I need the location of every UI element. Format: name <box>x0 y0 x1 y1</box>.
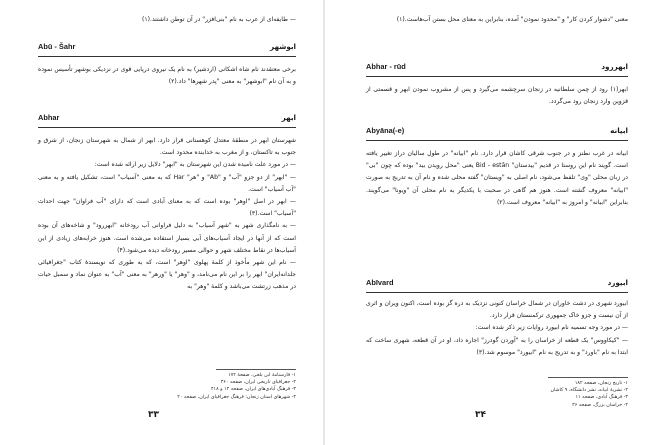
entry-body-abyana <box>366 148 628 209</box>
entry-paragraph: شهرستان ابهر در منطقهٔ معتدل کوهستانی قرار دارد. ابهر از شمال به شهرستان زنجان، از شرق و جنوب به تاکستان، و از مغرب به خدابنده محدود است. <box>38 137 296 157</box>
entry-persian-title: ابیانه <box>610 126 628 135</box>
entry-latin-title: Abhar <box>38 113 60 122</box>
entry-paragraph: — در مورد علت نامیده شدن این شهرستان به "ابهر" دلایل زیر ارائه شده است: <box>94 161 296 169</box>
entry-persian-title: ابهر <box>281 113 296 122</box>
entry-rule <box>38 56 296 57</box>
page-number: ۳۳ <box>148 410 159 420</box>
entry-paragraph: — "کیکاووس" یک قطعه از خراسان را به "آوردن گودرز" اجاره داد، او در آن قطعه، شهری ساخت که ابتدا به نام "باورد" و به تدریج به نام "ابیورد" موسوم شد.(۳) <box>366 336 628 356</box>
entry-heading-abivard <box>366 276 628 290</box>
entry-paragraph: — "ابهر" از دو جزو "آب" و "Ab" و "هر" Har که به معنی "آسیاب" است، تشکیل یافته و به معنی "آب آسیاب" است. <box>38 173 296 193</box>
entry-paragraph: ابیورد شهری در دشت خاوران در شمال خراسان کنونی نزدیک به دره گز بوده است، اکنون ویران و اثری از آن نیست و جزو خاک جمهوری ترکمنستان قرار دارد. <box>366 300 628 320</box>
entry-heading-abyana <box>366 124 628 138</box>
left-footnotes <box>38 372 296 401</box>
footnote: ۳- فرهنگ آبادی‌های ایران، صفحه ۱۲ و ۴۱۸ <box>210 387 296 393</box>
page-number: ۳۴ <box>475 410 486 420</box>
footnote: ۱- فارسنامهٔ ابن بلخی، صفحهٔ ۱۷۲ <box>228 373 296 378</box>
entry-rule <box>366 140 628 141</box>
entry-latin-title: Abyāna(-e) <box>366 126 405 135</box>
entry-persian-title: ابوشهر <box>270 42 296 51</box>
entry-heading-abharrud <box>366 60 628 74</box>
right-top-paragraph: معنی "دشوار کردن کار" و "محدود نمودن" آمده، بنابراین به معنای محل بستن آب‌هاست.(۱) <box>396 16 628 23</box>
entry-paragraph: — نام این شهر مأخوذ از کلمهٔ پهلوی "اوهر" است، که به طوری که نویسندهٔ کتاب "جغرافیائی جلدانه‌ایران" ابهر را بر این نام می‌نامد، و "وهر" یا "ورهر" به معنی "آب" به عنوان نماد و سمبل حیات در مذهب زرتشت می‌باشد و کلمهٔ "وهر" به <box>38 259 296 291</box>
left-top-line: — طایفه‌ای از عرب به نام "بنی‌افزر" در آن توطن داشتند.(۱) <box>141 16 296 23</box>
entry-heading-abushahr <box>38 40 296 54</box>
footnote: ۳- فرهنگ آبادی، صفحه ۱۱ <box>575 395 628 401</box>
entry-heading-abhar <box>38 111 296 125</box>
entry-body-abhar <box>38 135 296 294</box>
footnote: ۲- جغرافیای تاریخی ایران، صفحه ۳۶۰ <box>220 380 296 386</box>
entry-paragraph: — ابهر در اصل "اوهر" بوده است که به معنای آبادی است که دارای "آب فراوان" جهت احداث "آسیاب" است.(۳) <box>38 198 296 218</box>
entry-persian-title: ابیورد <box>607 278 628 287</box>
entry-body-abharrud <box>366 84 628 108</box>
entry-latin-title: Abhar - rūd <box>366 62 406 71</box>
entry-paragraph: — به نامگذاری شهر به "شهر آسیاب" به دلیل فراوانی آب رودخانه "ابهررود" و شاخه‌های آن بوده است که از آنها در ایجاد آسیاب‌های آبی بسیار استفاده می‌شده است. هنوز خرابه‌های زیادی از این آسیاب‌ها در نقاط مختلف شهر و حوالی مسیر رودخانه دیده می‌شود.(۴) <box>38 222 296 254</box>
entry-rule <box>38 127 296 128</box>
left-top-line-block <box>38 14 296 26</box>
entry-paragraph: ابیانه در غرب نطنز و در جنوب شرقی کاشان قرار دارد. نام "ابیانه" در طول سالیان دراز تغییر یافته است. گویند نام این روستا در قدیم "بیدستان" Bid - estān یعنی "محل رویدن بید" بوده که چون "بی" در زبان محلی "وی" تلفظ می‌شود، نام اصلی به "ویستان" گفته محلی شده و نام آن به تدریج به صورت "ابیانه" معروف گشته است. هنوز هم گاهی در صحبت با یکدیگر به نام محلی آن "ویونا" می‌گویند. بنابراین "ابیانه" و امروز به "ابیانه" معروف است.(۲) <box>366 150 628 206</box>
right-top-block <box>366 14 628 26</box>
entry-paragraph: برخی معتقدند نام شاه اشکانی (اردشیر) به نام یک نیروی دریایی قوی در نزدیکی بوشهر تأسیس نموده و به آن نام "ابوشهر" به معنی "پدر شهرها" داد.(۲) <box>38 66 296 86</box>
entry-rule <box>366 292 628 293</box>
footnote: ۲- نشریهٔ ابیانه، نشر دانشگاه، ۹ کاشان <box>550 388 628 394</box>
entry-paragraph: — در مورد وجه تسمیه نام ابیورد روایات زیر ذکر شده است: <box>475 324 628 332</box>
entry-body-abivard <box>366 298 628 359</box>
left-page <box>0 0 324 445</box>
entry-rule <box>366 76 628 77</box>
entry-latin-title: Abīvard <box>366 278 394 287</box>
footnote: ۱- تاریخ زنجان، صفحه ۱۸۲ <box>574 381 628 386</box>
footnote: ۴- خراسان بزرگ، صفحه ۳۶ <box>572 402 628 408</box>
entry-body-abushahr <box>38 64 296 88</box>
footnote-separator <box>548 377 628 378</box>
footnote-separator <box>216 369 296 370</box>
entry-latin-title: Abū - Šahr <box>38 42 76 51</box>
footnote: ۴- شهرهای استان زنجان: فرهنگ جغرافیای ایران، صفحه ۲۰ <box>177 394 296 400</box>
entry-persian-title: ابهررود <box>601 62 628 71</box>
right-footnotes <box>366 380 628 409</box>
right-page <box>325 0 649 445</box>
entry-paragraph: ابهر(۱) رود از چمن سلطانیه در زنجان سرچشمه می‌گیرد و پس از مشروب نمودن ابهر و قسمتی از قزوین وارد زنجان رود می‌گردد. <box>366 86 628 106</box>
